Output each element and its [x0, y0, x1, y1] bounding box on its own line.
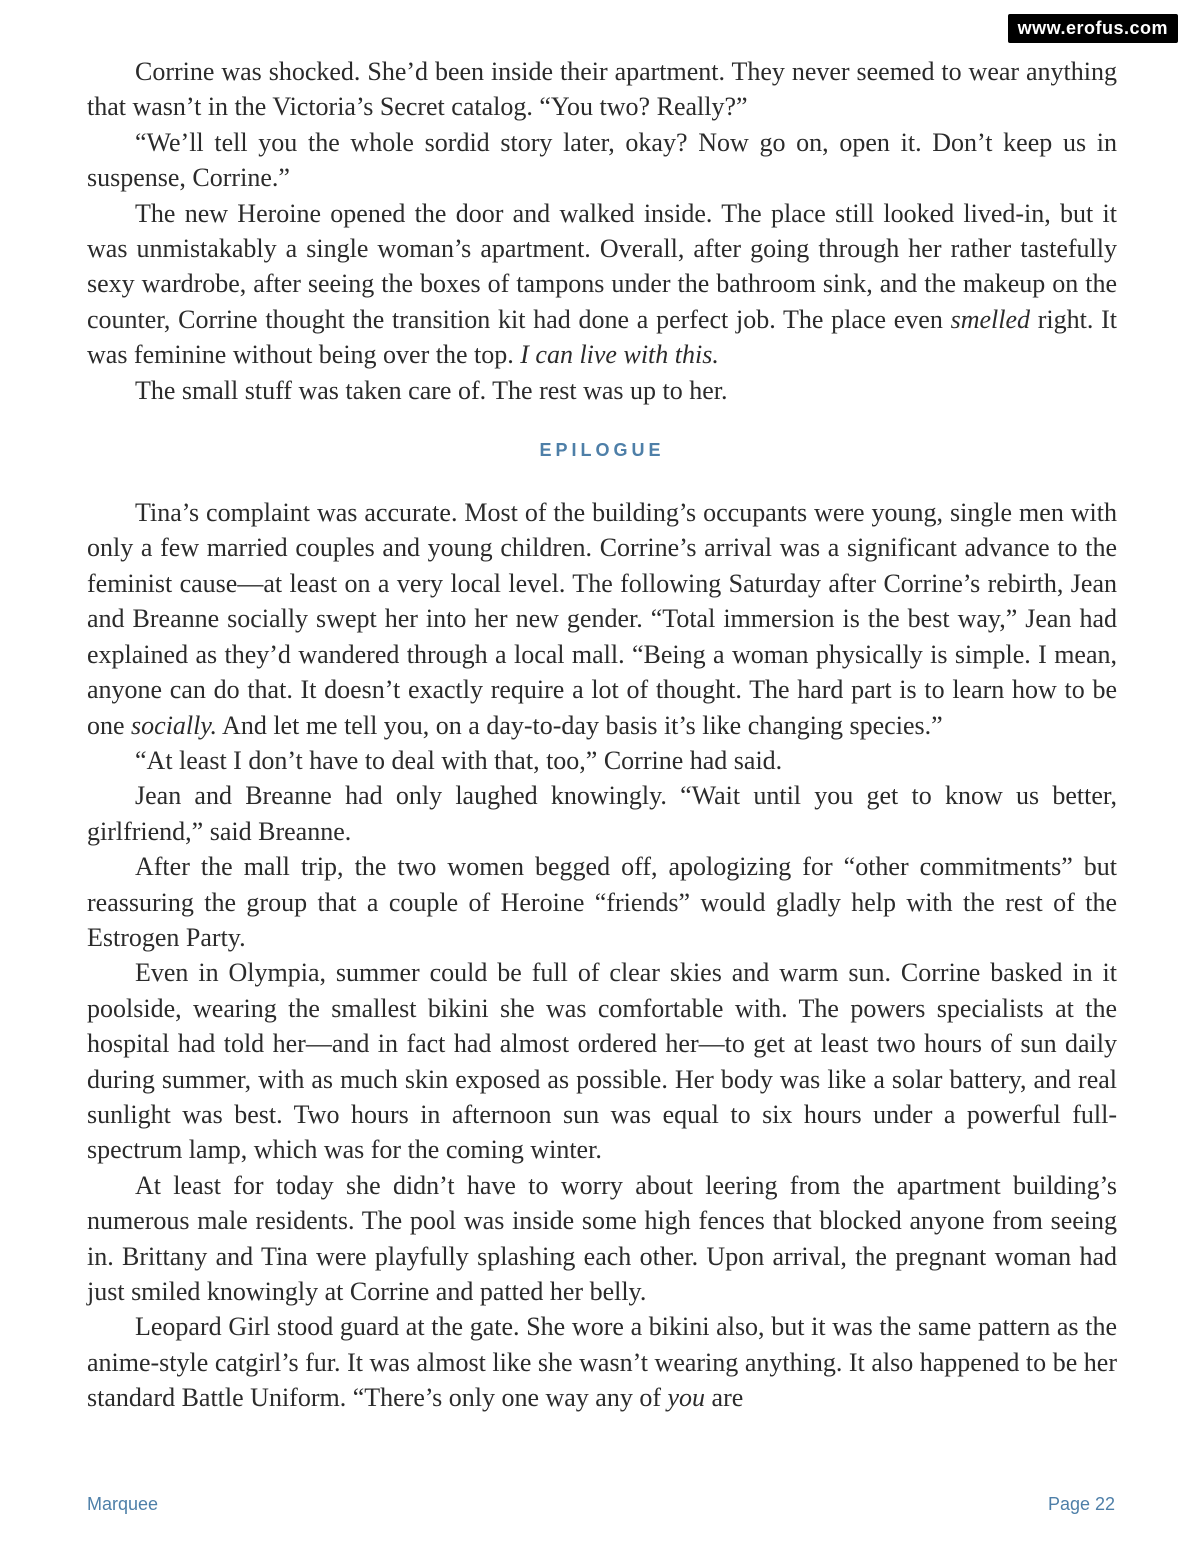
text-run: And let me tell you, on a day-to-day basis it’s like changing species.” — [216, 710, 943, 740]
text-run: Jean and Breanne had only laughed knowingly. “Wait until you get to know us better, girlfriend,” said Breanne. — [87, 781, 1124, 846]
text-run: “At least I don’t have to deal with that, too,” Corrine had said. — [135, 745, 783, 775]
paragraph — [87, 54, 1124, 125]
text-run: Even in Olympia, summer could be full of clear skies and warm sun. Corrine basked in it poolside, wearing the smallest bikini she was comfortable with. The powers specialists at the hospital had told her—and in fact had almost ordered her—to get at least two hours of sun daily during summer, with as much skin exposed as possible. Her body was like a solar battery, and real sunlight was best. Two hours in afternoon sun was equal to six hours under a powerful full-spectrum lamp, which was for the coming winter. — [87, 958, 1124, 1165]
text-run: The new Heroine opened the door and walked inside. The place still looked lived-in, but it was unmistakably a single woman’s apartment. Overall, after going through her rather tastefully sexy wardrobe, after seeing the boxes of tampons under the bathroom sink, and the makeup on the counter, Corrine thought the transition kit had done a perfect job. The place even — [87, 198, 1124, 334]
section-heading: EPILOGUE — [539, 440, 665, 461]
italic-text: I can live with this. — [520, 340, 719, 370]
paragraph — [87, 196, 1124, 373]
text-run: “We’ll tell you the whole sordid story later, okay? Now go on, open it. Don’t keep us in suspense, Corrine.” — [87, 127, 1124, 193]
text-run: are — [705, 1383, 744, 1413]
paragraph — [87, 1168, 1124, 1310]
paragraph — [87, 125, 1124, 196]
text-run: The small stuff was taken care of. The rest was up to her. — [135, 375, 728, 405]
page-footer — [87, 1494, 1115, 1515]
section-epilogue — [87, 495, 1124, 1416]
paragraph — [87, 955, 1124, 1167]
paragraph — [87, 778, 1124, 849]
text-run: At least for today she didn’t have to worry about leering from the apartment building’s numerous male residents. The pool was inside some high fences that blocked anyone from seeing in. Brittany and Tina were playfully splashing each other. Upon arrival, the pregnant woman had just smiled knowingly at Corrine and patted her belly. — [87, 1170, 1124, 1306]
page-number: Page 22 — [1047, 1494, 1115, 1514]
paragraph — [87, 1309, 1124, 1415]
italic-text: socially. — [131, 710, 217, 740]
page-body — [87, 54, 1124, 1416]
italic-text: smelled — [950, 304, 1030, 334]
footer-title: Marquee — [87, 1494, 159, 1514]
text-run: right. It was feminine without being over the top. — [87, 304, 1124, 370]
paragraph — [87, 849, 1124, 955]
text-run: After the mall trip, the two women begged off, apologizing for “other commitments” but reassuring the group that a couple of Heroine “friends” would gladly help with the rest of the Estrogen Party. — [87, 852, 1124, 952]
text-run: Leopard Girl stood guard at the gate. She wore a bikini also, but it was the same pattern as the anime-style catgirl’s fur. It was almost like she wasn’t wearing anything. It also happened to be her standard Battle Uniform. “There’s only one way any of — [87, 1312, 1124, 1413]
paragraph — [87, 743, 1117, 778]
watermark: www.erofus.com — [1008, 14, 1178, 43]
italic-text: you — [667, 1383, 706, 1413]
text-run: Corrine was shocked. She’d been inside their apartment. They never seemed to wear anything that wasn’t in the Victoria’s Secret catalog. “You two? Really?” — [87, 57, 1124, 122]
paragraph — [87, 373, 1117, 408]
text-run: Tina’s complaint was accurate. Most of the building’s occupants were young, single men with only a few married couples and young children. Corrine’s arrival was a significant advance to the feminist cause—at least on a very local level. The following Saturday after Corrine’s rebirth, Jean and Breanne socially swept her into her new gender. “Total immersion is the best way,” Jean had explained as they’d wandered through a local mall. “Being a woman physically is simple. I mean, anyone can do that. It doesn’t exactly require a lot of thought. The hard part is to learn how to be one — [87, 498, 1124, 740]
section-before-epilogue — [87, 54, 1124, 408]
paragraph — [87, 495, 1124, 743]
